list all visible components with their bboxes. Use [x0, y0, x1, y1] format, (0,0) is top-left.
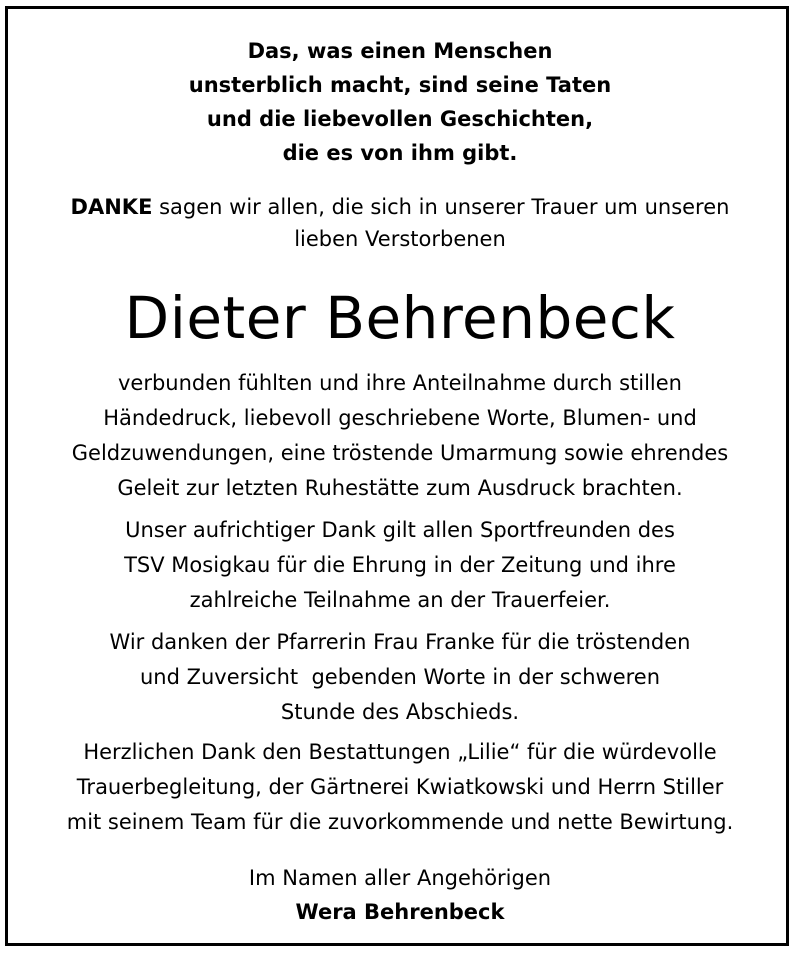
thanks-paragraph-condolences	[0, 366, 800, 506]
paragraph-line: und Zuversicht gebenden Worte in der schweren	[139, 665, 661, 689]
intro-line: lieben Verstorbenen	[294, 227, 506, 251]
motto-line: Das, was einen Menschen	[247, 39, 553, 63]
paragraph-line: Geldzuwendungen, eine tröstende Umarmung sowie ehrendes	[71, 441, 729, 465]
intro-line	[0, 191, 800, 223]
danke-word: DANKE	[70, 195, 153, 219]
paragraph-line: mit seinem Team für die zuvorkommende und nette Bewirtung.	[66, 810, 734, 834]
deceased-name: Dieter Behrenbeck	[124, 284, 676, 352]
paragraph-line: Geleit zur letzten Ruhestätte zum Ausdruck brachten.	[117, 476, 683, 500]
motto-line: unsterblich macht, sind seine Taten	[188, 73, 612, 97]
thanks-paragraph-services	[0, 735, 800, 840]
paragraph-line: TSV Mosigkau für die Ehrung in der Zeitung und ihre	[124, 553, 676, 577]
motto-quote	[0, 34, 800, 170]
signature-block	[0, 861, 800, 929]
paragraph-line: verbunden fühlten und ihre Anteilnahme durch stillen	[118, 371, 682, 395]
thanks-intro	[0, 191, 800, 255]
intro-text: sagen wir allen, die sich in unserer Trauer um unseren	[152, 195, 730, 219]
thanks-paragraph-sports-club	[0, 513, 800, 618]
paragraph-line: Unser aufrichtiger Dank gilt allen Sportfreunden des	[125, 518, 675, 542]
paragraph-line: Trauerbegleitung, der Gärtnerei Kwiatkowski und Herrn Stiller	[76, 775, 724, 799]
paragraph-line: Wir danken der Pfarrerin Frau Franke für die tröstenden	[109, 630, 691, 654]
thanks-paragraph-pastor	[0, 625, 800, 730]
signature-line: Im Namen aller Angehörigen	[248, 866, 552, 890]
paragraph-line: zahlreiche Teilnahme an der Trauerfeier.	[189, 588, 611, 612]
motto-line: die es von ihm gibt.	[282, 141, 518, 165]
paragraph-line: Stunde des Abschieds.	[280, 700, 520, 724]
paragraph-line: Händedruck, liebevoll geschriebene Worte, Blumen- und	[103, 406, 697, 430]
paragraph-line: Herzlichen Dank den Bestattungen „Lilie“ für die würdevolle	[83, 740, 717, 764]
signer-name: Wera Behrenbeck	[295, 900, 505, 924]
motto-line: und die liebevollen Geschichten,	[206, 107, 594, 131]
